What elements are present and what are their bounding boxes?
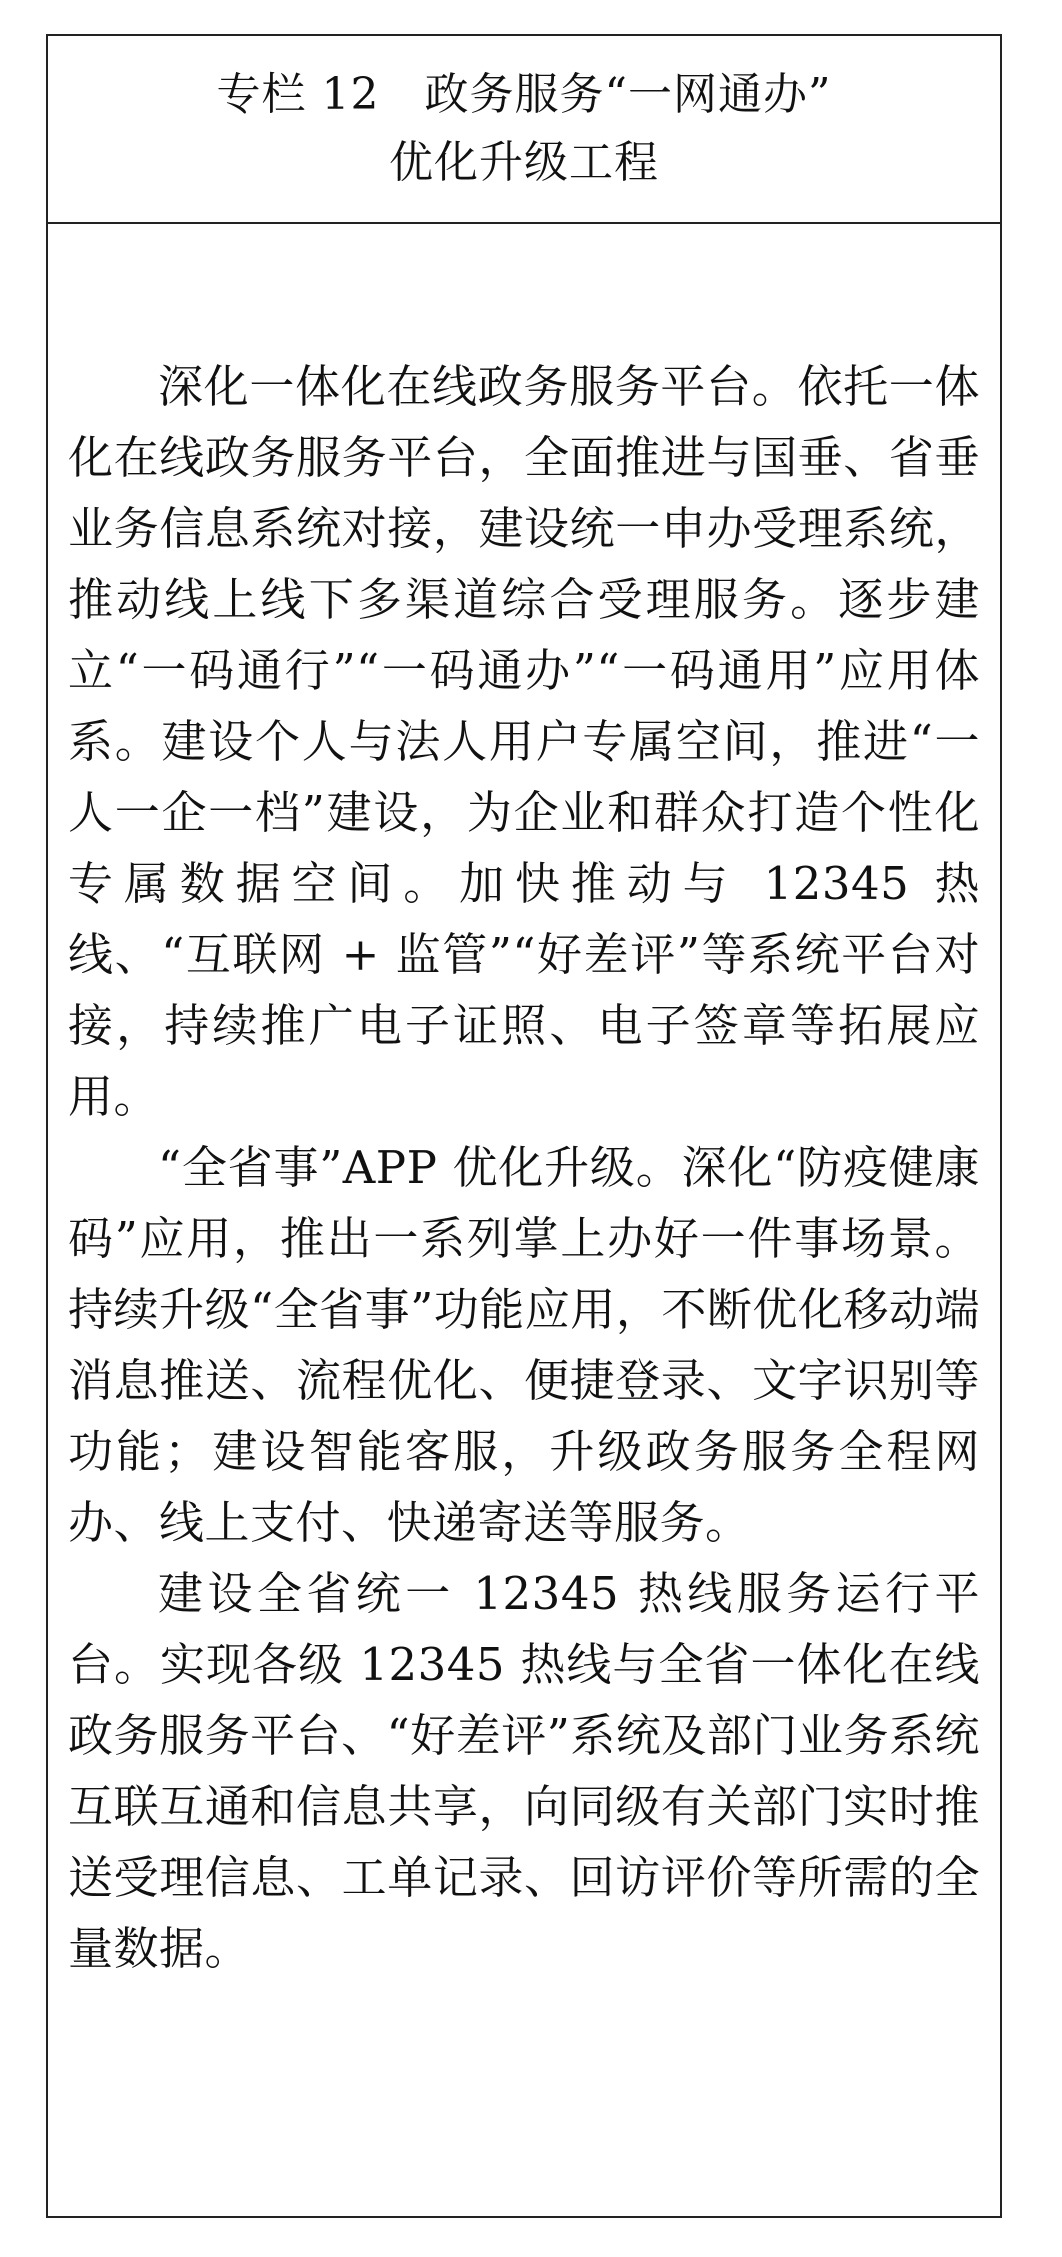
paragraph-platform: 深化一体化在线政务服务平台。依托一体化在线政务服务平台，全面推进与国垂、省垂业务信息系统对接，建设统一申办受理系统，推动线上线下多渠道综合受理服务。逐步建立“一码通行”“一码通办”“一码通用”应用体系。建设个人与法人用户专属空间，推进“一人一企一档”建设，为企业和群众打造个性化专属数据空间。加快推动与 12345 热线、“互联网 + 监管”“好差评”等系统平台对接，持续推广电子证照、电子签章等拓展应用。: [68, 360, 980, 1123]
column-header: [48, 36, 1000, 224]
column-title-line-2: 优化升级工程: [389, 137, 659, 188]
column-box: [46, 34, 1002, 2218]
paragraph-hotline: 建设全省统一 12345 热线服务运行平台。实现各级 12345 热线与全省一体化在线政务服务平台、“好差评”系统及部门业务系统互联互通和信息共享，向同级有关部门实时推送受理信息、工单记录、回访评价等所需的全量数据。: [68, 1567, 980, 1975]
column-title-line-1: 专栏 12 政务服务“一网通办”: [216, 69, 832, 120]
column-body: [68, 351, 980, 1984]
paragraph-app: “全省事”APP 优化升级。深化“防疫健康码”应用，推出一系列掌上办好一件事场景。持续升级“全省事”功能应用，不断优化移动端消息推送、流程优化、便捷登录、文字识别等功能；建设智能客服，升级政务服务全程网办、线上支付、快递寄送等服务。: [68, 1141, 980, 1549]
